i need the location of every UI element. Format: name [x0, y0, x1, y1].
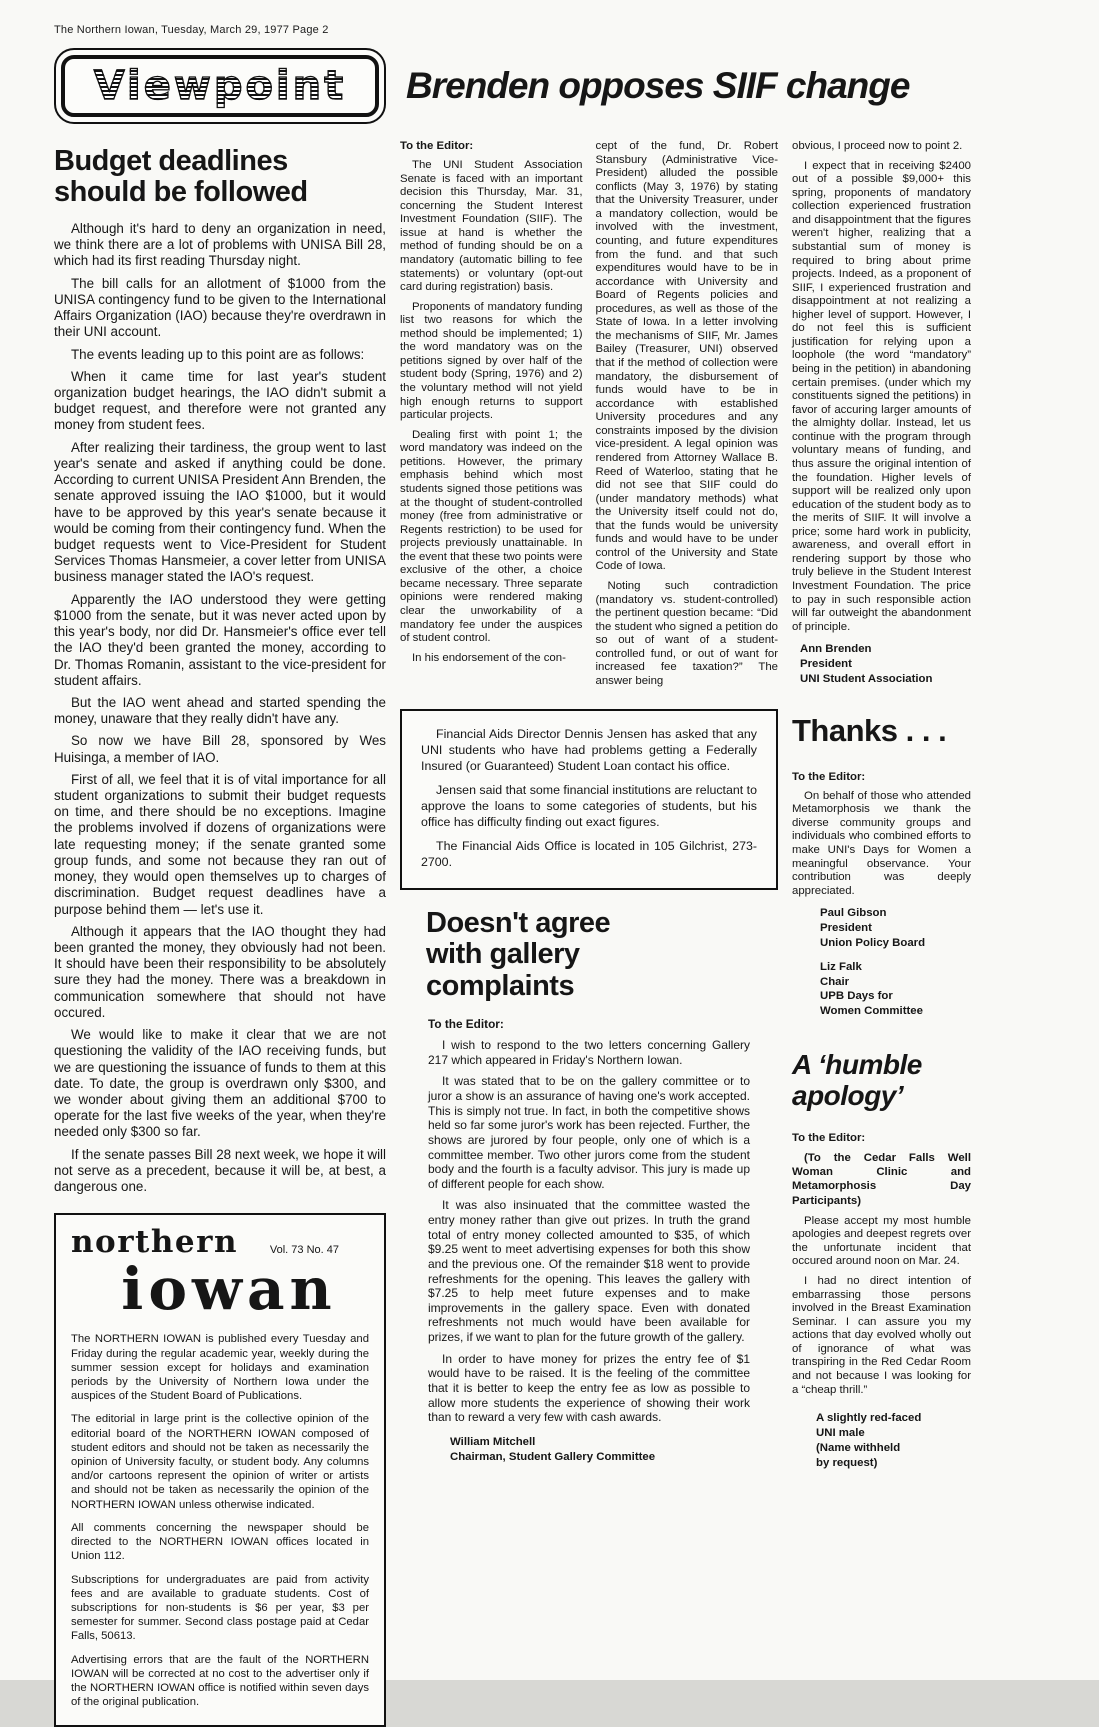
paragraph: In order to have money for prizes the entry fee of $1 would have to be raised. It is the feeling of the committee that it is better to keep the entry fee as low as possible to allow more students the experience of showing their work than to reward a very few with cash awards.: [428, 1351, 750, 1425]
signature-line: Union Policy Board: [820, 936, 926, 949]
signature-line: A slightly red-faced: [816, 1412, 922, 1425]
left-column: [54, 140, 386, 1727]
financial-aid-notice-box: [400, 709, 778, 890]
viewpoint-logo-inner-border: [61, 55, 379, 117]
signature-line: Liz Falk: [820, 960, 862, 973]
masthead-name-bottom: iowan: [121, 1255, 337, 1324]
paragraph: The UNI Student Association Senate is faced with an important decision this Thursday, Mar. 31, concerning the Student Interest Investment Foundation (SIIF). The issue at hand is whether the method of funding should be on a mandatory (automatic billing to fee statements) or voluntary (opt-out card during registration) basis.: [400, 159, 583, 294]
siif-letter-col2: [596, 140, 779, 695]
siif-letter-col3: [792, 140, 971, 687]
paragraph: So now we have Bill 28, sponsored by Wes Huisinga, a member of IAO.: [54, 733, 386, 765]
masthead-box: [54, 1213, 386, 1726]
siif-letter-headline: Brenden opposes SIIF change: [406, 65, 910, 107]
paragraph: The NORTHERN IOWAN is published every Tuesday and Friday during the regular academic year, weekly during the summer session except for holidays and examination periods by the University of Northern Iowa under the auspices of the Student Board of Publications.: [71, 1333, 369, 1403]
paragraph: After realizing their tardiness, the group went to last year's senate and asked if anything could be done. According to current UNISA President Ann Brenden, the senate approved issuing the IAO $1000, but it would have to be approved by this year's senate because it would be coming from their contingency fund. When the budget requests went to Vice-President for Student Services Thomas Hansmeier, a cover letter from UNISA business manager stated the IAO's request.: [54, 439, 386, 585]
paragraph: The editorial in large print is the collective opinion of the editorial board of the NORTHERN IOWAN composed of student editors and should not be taken as necessarily the opinion of University faculty, or student body. Any columns and/or cartoons represent the opinion of writer or artists and should not be taken as necessarily the opinion of the NORTHERN IOWAN unless otherwise indicated.: [71, 1413, 369, 1511]
paragraph: Subscriptions for undergraduates are paid from activity fees and are available to graduate students. Cost of subscriptions for non-students is $6 per year, $3 per semester for summer. Second class postage paid at Cedar Falls, 50613.: [71, 1573, 369, 1643]
paragraph: Dealing first with point 1; the word mandatory was indeed on the petitions. However, the primary emphasis behind which most students signed those petitions was at the thought of student-controlled money (free from administrative or Regents restriction) to be used for projects previously unattainable. In the event that these two points were exclusive of the other, a choice became necessary. Three separate opinions were rendered making clear the unworkability of a mandatory fee under the auspices of student control.: [400, 428, 583, 645]
gallery-letter-headline: Doesn't agree with gallery complaints: [426, 906, 611, 1003]
top-row: [54, 48, 973, 124]
signature-line: UNI Student Association: [800, 672, 933, 685]
signature-line: by request): [816, 1456, 878, 1469]
thanks-letter: [792, 713, 971, 1019]
apology-signature: [792, 1411, 971, 1470]
siif-col3-body: [792, 140, 971, 634]
paragraph: It was also insinuated that the committee wasted the entry money rather than give out prizes. In truth the grand total of entry money collected amounted to $35, of which $9.25 went to meet advertising expenses for both this show and the previous one. Of the remainder $18 went to provide refreshments for the opening. This leaves the gallery with $7.25 to help meet future expenses and to make improvements in the gallery space. Even with donated refreshments not much would have been available for prizes, if we want to plan for the future growth of the gallery.: [428, 1198, 750, 1345]
editorial-article: [54, 146, 386, 1195]
paragraph: When it came time for last year's student organization budget hearings, the IAO didn't submit a budget request, and therefore were not granted any money from student fees.: [54, 368, 386, 433]
siif-salutation: To the Editor:: [400, 140, 474, 152]
gallery-letter-body: [428, 1038, 750, 1425]
paragraph: All comments concerning the newspaper should be directed to the NORTHERN IOWAN offices located in Union 112.: [71, 1521, 369, 1563]
paragraph: It was stated that to be on the gallery committee or to juror a show is an assurance of having one's work accepted. This is simply not true. In fact, in both the competitive shows held so far some juror's work has been rejected. Further, the shows are jurored by four people, only one of which is a committee member. Two other jurors come from the student body and the fourth is a faculty advisor. This jury is made up of different people for each show.: [428, 1074, 750, 1191]
paragraph: cept of the fund, Dr. Robert Stansbury (Administrative Vice-President) alluded the possible conflicts (May 3, 1976) by stating that the University Treasurer, under a mandatory collection, would be involved with the investment, counting, and future expenditures from the fund. and that such expenditures would have to be in accordance with University and Board of Regents policies and procedures, as well as those of the State of Iowa. In a letter involving the mechanisms of SIIF, Mr. James Bailey (Treasurer, UNI) observed that if the method of collection were mandatory, the disbursement of funds would have to be in accordance with established University procedures and any constraints imposed by the division vice-president. A legal opinion was rendered from Attorney Wallace B. Reed of Waterloo, stating that he did not see that SIIF could do (under mandatory methods) what the University itself could not do, that the funds would be university funds and would have to be under control of the University and State Code of Iowa.: [595, 140, 778, 573]
masthead-body: [71, 1332, 369, 1709]
viewpoint-label: Viewpoint: [93, 63, 347, 109]
middle-column: [400, 140, 778, 1464]
paragraph: I had no direct intention of embarrassing those persons involved in the Breast Examination Seminar. I can assure you my actions that day evolved wholly out of ignorance of what was transpiring in the Red Cedar Room and not because I was looking for a “cheap thrill.”: [792, 1275, 971, 1396]
viewpoint-logo-box: [54, 48, 386, 124]
page-header: The Northern Iowan, Tuesday, March 29, 1977 Page 2: [54, 24, 329, 36]
paragraph: Although it appears that the IAO thought they had been granted the money, they obviously had not been. It should have been their responsibility to be absolutely sure they had the money. There was a breakdown in communication somewhere that should not have occured.: [54, 923, 386, 1020]
signature-line: UPB Days for: [820, 990, 893, 1003]
siif-letter-columns: [400, 140, 778, 695]
paragraph: Advertising errors that are the fault of the NORTHERN IOWAN will be corrected at no cost to the advertiser only if the NORTHERN IOWAN office is notified within seven days of the original publication.: [71, 1653, 369, 1709]
siif-letter-col1: [400, 140, 583, 671]
signature-line: Chair: [820, 975, 850, 988]
editorial-headline: Budget deadlines should be followed: [54, 145, 308, 209]
masthead-title-row: [71, 1224, 369, 1261]
siif-signature: [792, 642, 971, 686]
paragraph: Noting such contradiction (mandatory vs. student-controlled) the pertinent question became: “Did the student who signed a petition do so out of want of a student-controlled fund, or out of want for increased fee taxation?” The answer being: [595, 580, 778, 687]
paragraph: obvious, I proceed now to point 2.: [792, 140, 963, 152]
financial-aid-notice-body: [421, 726, 757, 871]
paragraph: If the senate passes Bill 28 next week, we hope it will not serve as a precedent, because it will be, at best, a dangerous one.: [54, 1146, 386, 1195]
signature-line: (Name withheld: [816, 1441, 901, 1454]
thanks-salutation: To the Editor:: [792, 770, 866, 783]
signature-line: UNI male: [816, 1426, 865, 1439]
masthead-name-top: northern: [71, 1224, 238, 1261]
paragraph: The Financial Aids Office is located in 105 Gilchrist, 273-2700.: [421, 839, 757, 870]
paragraph: Please accept my most humble apologies and deepest regrets over the unfortunate incident that occured around noon on Mar. 24.: [792, 1214, 971, 1268]
paragraph: Financial Aids Director Dennis Jensen has asked that any UNI students who have had problems getting a Federally Insured (or Guaranteed) Student Loan contact his office.: [421, 726, 757, 773]
signature-line: Ann Brenden: [800, 643, 872, 656]
siif-col2-body: [596, 140, 779, 689]
apology-letter-body: [792, 1215, 971, 1397]
thanks-letter-body: [792, 790, 971, 899]
paragraph: But the IAO went ahead and started spending the money, unaware that they really didn't have any.: [54, 694, 386, 727]
editorial-body: [54, 221, 386, 1195]
right-column: [792, 140, 971, 1470]
signature-line: William Mitchell: [450, 1435, 536, 1448]
apology-salutation: To the Editor:: [792, 1131, 866, 1144]
siif-col1-body: [400, 159, 583, 665]
gallery-signature: [428, 1435, 750, 1465]
signature-line: Chairman, Student Gallery Committee: [450, 1450, 656, 1463]
signature-line: Women Committee: [820, 1005, 923, 1018]
gallery-letter: [400, 908, 778, 1465]
paragraph: Proponents of mandatory funding list two reasons for which the method should be implemented; 1) the word mandatory was on the petitions signed by over half of the student body (Spring, 1976) and 2) the voluntary method will not yield high enough returns to support particular projects.: [400, 300, 583, 422]
paragraph: I wish to respond to the two letters concerning Gallery 217 which appeared in Friday's Northern Iowan.: [428, 1038, 750, 1067]
paragraph: On behalf of those who attended Metamorphosis we thank the diverse community groups and individuals who combined efforts to make UNI's Days for Women a meaningful observance. Your contribution was deeply appreciated.: [792, 789, 971, 897]
apology-letter-headline: A ‘humble apology’: [792, 1049, 922, 1112]
thanks-letter-headline: Thanks . . .: [792, 712, 947, 748]
paragraph: Although it's hard to deny an organization in need, we think there are a lot of problems with UNISA Bill 28, which had its first reading Thursday night.: [54, 221, 386, 269]
paragraph: The bill calls for an allotment of $1000 from the UNISA contingency fund to be given to the International Affairs Organization (IAO) because they're overdrawn in their UNI account.: [54, 275, 386, 340]
masthead-volume: Vol. 73 No. 47: [269, 1244, 339, 1257]
paragraph: Jensen said that some financial institutions are reluctant to approve the loans to some categories of students, but his office has difficulty finding out exact figures.: [421, 782, 757, 830]
thanks-signature: [792, 906, 971, 1019]
apology-recipient-note: (To the Cedar Falls Well Woman Clinic and Metamorphosis Day Participants): [792, 1151, 971, 1207]
paragraph: First of all, we feel that it is of vital importance for all student organizations to submit their budget requests on time, and there should be no exceptions. Imagine the problems involved if dozens of organizations were late requesting money; if the senate granted some group funds, and some not because they ran out of money, they would open themselves up to charges of discrimination. Budget request deadlines have a purpose behind them — let's use it.: [54, 771, 386, 917]
paragraph: Apparently the IAO understood they were getting $1000 from the senate, but it was never acted upon by this year's body, nor did Dr. Hansmeier's office ever tell the IAO they'd been granted the money, according to Dr. Thomas Romanin, assistant to the vice-president for student affairs.: [54, 591, 386, 688]
paragraph: I expect that in receiving $2400 out of a possible $9,000+ this spring, proponents of mandatory collection experienced frustration and disappointment that the figures weren't higher, realizing that a substantial sum of money is required to bring about prime projects. Indeed, as a proponent of SIIF, I experienced frustration and disappointment at not realizing a higher level of support. However, I do not feel this is sufficient justification for relying upon a loophole (the word “mandatory” being in the petition) in abandoning certain premises. (under which my constituents signed the petitions) in favor of accuring larger amounts of the almighty dollar. Instead, let us continue with the program through voluntary means of funding, and thus assure the original intention of the foundation. Higher levels of support will be realized only upon education of the student body as to the merits of SIIF. It will involve a price; some hard work in publicity, awareness, and overall effort in rendering support by those who truly believe in the Student Interest Investment Foundation. The price to pay in such responsible action will far outweight the abandonment of principle.: [792, 159, 971, 633]
paragraph: We would like to make it clear that we are not questioning the validity of the IAO receiving funds, but we are questioning the issuance of funds to them at this date. To date, the group is overdrawn only $300, and we wonder about giving them an additional $700 to operate for the last five weeks of the year, when they're needed only $300 so far.: [54, 1027, 386, 1140]
page-columns: [54, 140, 973, 1727]
signature-line: President: [820, 922, 872, 935]
apology-letter: [792, 1049, 971, 1470]
gallery-salutation: To the Editor:: [428, 1017, 504, 1032]
paragraph: The events leading up to this point are as follows:: [71, 346, 365, 362]
signature-line: Paul Gibson: [820, 907, 887, 920]
signature-line: President: [800, 658, 852, 671]
paragraph: In his endorsement of the con-: [412, 651, 566, 664]
